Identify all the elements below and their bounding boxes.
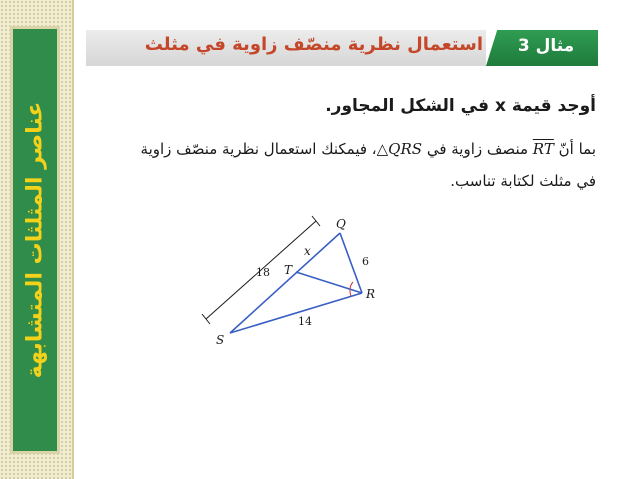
given-text [141, 140, 596, 158]
dimension-tick-q [312, 216, 320, 226]
vertex-s-label: S [216, 333, 225, 347]
segment-rt: RT [532, 140, 554, 158]
vertex-r-label: R [366, 287, 376, 301]
side-title: عناصر المثلثات المتشابهة [22, 101, 48, 379]
given-text-line2: في مثلث لكتابة تناسب. [450, 172, 596, 190]
vertex-t-label: T [284, 263, 293, 277]
triangle-qrs: △QRS [376, 140, 423, 158]
vertex-q-label: Q [336, 217, 346, 231]
side-divider [72, 0, 74, 479]
question-text: أوجد قيمة x في الشكل المجاور. [325, 96, 596, 116]
side-sr [230, 293, 362, 333]
angle-mark-1 [350, 282, 353, 289]
side-6-label: 6 [362, 255, 369, 268]
example-title: استعمال نظرية منصّف زاوية في مثلث [144, 34, 483, 55]
dimension-tick-s [202, 314, 210, 324]
angle-mark-2 [350, 290, 351, 296]
given-part1: بما أنّ [558, 140, 596, 158]
given-part3: ، فيمكنك استعمال نظرية منصّف زاوية [140, 140, 377, 158]
segment-x-label: x [304, 244, 311, 258]
side-18-label: 18 [256, 266, 270, 279]
given-part2: منصف زاوية في [426, 140, 529, 158]
triangle-figure [190, 215, 390, 355]
side-14-label: 14 [298, 315, 312, 328]
example-tab-label: مثال 3 [517, 36, 575, 56]
